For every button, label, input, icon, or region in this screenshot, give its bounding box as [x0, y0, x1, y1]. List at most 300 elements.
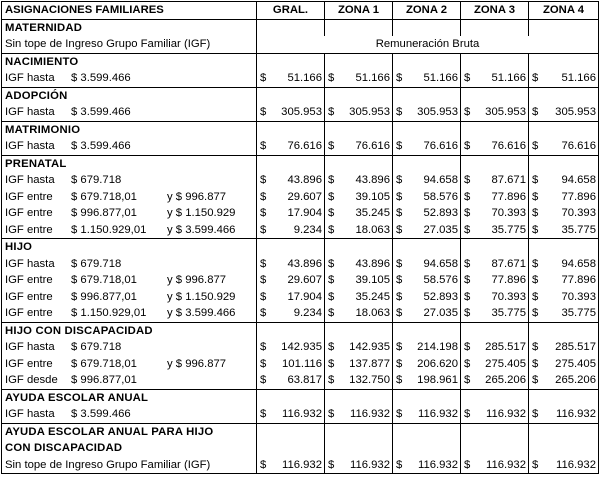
amount-cell: [325, 289, 393, 306]
currency-symbol: $: [328, 458, 335, 471]
empty-cell: [393, 53, 461, 70]
description-part: y $ 996.877: [167, 190, 227, 203]
amount-cell: [257, 205, 325, 222]
currency-symbol: $: [532, 257, 539, 270]
currency-symbol: $: [328, 106, 335, 118]
amount-value: 17.904: [287, 207, 322, 219]
amount-cell: [393, 104, 461, 121]
amount-value: 116.932: [418, 458, 458, 471]
currency-symbol: $: [328, 408, 335, 420]
amount-value: 17.904: [287, 290, 322, 303]
description-part: y $ 3.599.466: [167, 223, 236, 236]
amount-cell: [529, 189, 599, 206]
amount-cell: [393, 305, 461, 322]
currency-symbol: $: [328, 207, 335, 219]
empty-cell: [393, 322, 461, 339]
description-part: IGF hasta: [5, 408, 55, 420]
empty-cell: [325, 53, 393, 70]
amount-cell: [393, 189, 461, 206]
row-description: [2, 189, 257, 206]
empty-cell: [461, 389, 529, 406]
amount-value: 77.896: [491, 190, 526, 203]
description-part: $ 3.599.466: [71, 72, 131, 84]
section-title-row: [2, 322, 599, 339]
amount-cell: [325, 189, 393, 206]
empty-cell: [529, 19, 599, 36]
empty-cell: [461, 440, 529, 457]
currency-symbol: $: [532, 357, 539, 370]
amount-cell: [393, 172, 461, 189]
currency-symbol: $: [260, 290, 267, 303]
amount-value: 305.953: [281, 106, 322, 118]
row-description: [2, 138, 257, 155]
description-part: y $ 996.877: [167, 274, 227, 286]
amount-value: 137.877: [349, 357, 390, 370]
amount-cell: [257, 104, 325, 121]
amount-value: 43.896: [355, 174, 390, 186]
amount-value: 116.932: [486, 458, 526, 471]
empty-cell: [393, 19, 461, 36]
amount-cell: [461, 457, 529, 474]
currency-symbol: $: [396, 174, 403, 186]
description-part: IGF entre: [5, 223, 53, 236]
amount-value: 9.234: [293, 223, 322, 236]
section-title-row: [2, 53, 599, 70]
currency-symbol: $: [464, 307, 471, 319]
currency-symbol: $: [260, 357, 267, 370]
currency-symbol: $: [396, 374, 403, 386]
currency-symbol: $: [464, 140, 471, 152]
amount-value: 35.775: [561, 307, 596, 319]
row-description: [2, 406, 257, 423]
table-row: [2, 189, 599, 206]
amount-cell: [461, 339, 529, 356]
section-title: AYUDA ESCOLAR ANUAL: [2, 389, 257, 406]
description-part: $ 3.599.466: [71, 140, 131, 152]
amount-value: 18.063: [355, 307, 390, 319]
currency-symbol: $: [260, 341, 267, 353]
amount-value: 63.817: [287, 374, 322, 386]
description-part: $ 679.718: [71, 257, 122, 270]
section-title-row: [2, 239, 599, 256]
empty-cell: [461, 121, 529, 138]
currency-symbol: $: [328, 290, 335, 303]
currency-symbol: $: [260, 274, 267, 286]
empty-cell: [257, 155, 325, 172]
amount-value: 35.245: [355, 290, 390, 303]
amount-cell: [393, 256, 461, 273]
amount-cell: [393, 70, 461, 87]
empty-cell: [257, 19, 325, 36]
currency-symbol: $: [464, 290, 471, 303]
currency-symbol: $: [464, 341, 471, 353]
amount-value: 275.405: [555, 357, 596, 370]
amount-value: 101.116: [282, 357, 322, 370]
amount-value: 18.063: [355, 223, 390, 236]
description-part: $ 996.877,01: [71, 374, 137, 386]
allowances-sheet: [1, 1, 598, 477]
amount-cell: [257, 189, 325, 206]
amount-value: 198.961: [417, 374, 458, 386]
currency-symbol: $: [532, 290, 539, 303]
amount-value: 70.393: [491, 290, 526, 303]
amount-cell: [325, 256, 393, 273]
section-title: AYUDA ESCOLAR ANUAL PARA HIJO: [2, 423, 257, 440]
currency-symbol: $: [260, 374, 267, 386]
section-title: HIJO: [2, 239, 257, 256]
empty-cell: [529, 322, 599, 339]
currency-symbol: $: [260, 106, 267, 118]
section-title-row: [2, 87, 599, 104]
currency-symbol: $: [532, 140, 539, 152]
currency-symbol: $: [396, 257, 403, 270]
empty-cell: [529, 121, 599, 138]
amount-value: 116.932: [282, 458, 322, 471]
amount-cell: [529, 305, 599, 322]
table-row: [2, 356, 599, 373]
empty-cell: [325, 155, 393, 172]
empty-cell: [257, 53, 325, 70]
empty-cell: [529, 87, 599, 104]
table-row: [2, 138, 599, 155]
description-part: Sin tope de Ingreso Grupo Familiar (IGF): [5, 38, 211, 50]
amount-value: 76.616: [423, 140, 458, 152]
amount-cell: [393, 356, 461, 373]
section-title-row: [2, 389, 599, 406]
table-row: [2, 406, 599, 423]
amount-cell: [529, 406, 599, 423]
amount-value: 39.105: [355, 190, 390, 203]
currency-symbol: $: [328, 174, 335, 186]
section-title: HIJO CON DISCAPACIDAD: [2, 322, 257, 339]
currency-symbol: $: [464, 274, 471, 286]
amount-value: 305.953: [349, 106, 390, 118]
amount-value: 116.932: [418, 408, 458, 420]
currency-symbol: $: [532, 190, 539, 203]
description-part: $ 679.718: [71, 341, 122, 353]
amount-value: 206.620: [417, 357, 458, 370]
currency-symbol: $: [464, 374, 471, 386]
currency-symbol: $: [260, 207, 267, 219]
currency-symbol: $: [532, 274, 539, 286]
amount-cell: [461, 205, 529, 222]
amount-value: 142.935: [281, 341, 322, 353]
amount-cell: [325, 222, 393, 239]
amount-value: 43.896: [355, 257, 390, 270]
currency-symbol: $: [328, 357, 335, 370]
description-part: IGF hasta: [5, 257, 55, 270]
empty-cell: [393, 121, 461, 138]
empty-cell: [325, 440, 393, 457]
section-title: MATERNIDAD: [2, 19, 257, 36]
amount-cell: [393, 372, 461, 389]
amount-cell: [257, 222, 325, 239]
description-part: IGF entre: [5, 274, 53, 286]
currency-symbol: $: [532, 307, 539, 319]
row-description: [2, 339, 257, 356]
amount-cell: [529, 289, 599, 306]
table-row: [2, 256, 599, 273]
header-zona-2: ZONA 2: [393, 2, 461, 20]
amount-value: 29.607: [287, 190, 322, 203]
currency-symbol: $: [532, 374, 539, 386]
amount-cell: [325, 138, 393, 155]
amount-cell: [325, 272, 393, 289]
amount-value: 35.775: [561, 223, 596, 236]
amount-cell: [529, 256, 599, 273]
amount-cell: [325, 305, 393, 322]
amount-cell: [257, 70, 325, 87]
row-description: [2, 256, 257, 273]
currency-symbol: $: [260, 140, 267, 152]
amount-value: 132.750: [349, 374, 390, 386]
amount-cell: [257, 339, 325, 356]
section-title: NACIMIENTO: [2, 53, 257, 70]
amount-value: 58.576: [423, 274, 458, 286]
amount-value: 116.932: [350, 408, 390, 420]
amount-value: 9.234: [293, 307, 322, 319]
amount-value: 305.953: [417, 106, 458, 118]
empty-cell: [257, 389, 325, 406]
row-description: [2, 70, 257, 87]
row-note: Remuneración Bruta: [257, 36, 599, 53]
description-part: IGF hasta: [5, 341, 55, 353]
table-row: [2, 272, 599, 289]
amount-value: 39.105: [355, 274, 390, 286]
empty-cell: [393, 87, 461, 104]
table-row: [2, 104, 599, 121]
amount-cell: [529, 272, 599, 289]
currency-symbol: $: [396, 341, 403, 353]
currency-symbol: $: [396, 408, 403, 420]
amount-cell: [461, 356, 529, 373]
header-zona-4: ZONA 4: [529, 2, 599, 20]
amount-cell: [393, 205, 461, 222]
section-title-row: [2, 423, 599, 440]
amount-cell: [257, 172, 325, 189]
amount-value: 52.893: [423, 290, 458, 303]
currency-symbol: $: [328, 190, 335, 203]
currency-symbol: $: [396, 106, 403, 118]
amount-cell: [325, 406, 393, 423]
amount-value: 87.671: [491, 257, 526, 270]
amount-cell: [325, 172, 393, 189]
description-part: $ 679.718,01: [71, 190, 137, 203]
description-part: $ 3.599.466: [71, 408, 131, 420]
currency-symbol: $: [396, 357, 403, 370]
amount-value: 116.932: [486, 408, 526, 420]
description-part: $ 1.150.929,01: [71, 223, 147, 236]
empty-cell: [461, 87, 529, 104]
table-body: [2, 19, 599, 474]
empty-cell: [257, 87, 325, 104]
currency-symbol: $: [260, 408, 267, 420]
amount-value: 70.393: [491, 207, 526, 219]
currency-symbol: $: [396, 207, 403, 219]
amount-cell: [529, 70, 599, 87]
currency-symbol: $: [532, 458, 539, 471]
currency-symbol: $: [396, 190, 403, 203]
amount-value: 76.616: [561, 140, 596, 152]
table-row: [2, 36, 599, 53]
amount-value: 58.576: [423, 190, 458, 203]
empty-cell: [529, 53, 599, 70]
amount-value: 305.953: [555, 106, 596, 118]
amount-value: 70.393: [561, 207, 596, 219]
amount-cell: [257, 457, 325, 474]
amount-cell: [529, 339, 599, 356]
amount-value: 94.658: [423, 257, 458, 270]
currency-symbol: $: [464, 174, 471, 186]
currency-symbol: $: [260, 458, 267, 471]
currency-symbol: $: [328, 72, 335, 84]
amount-cell: [529, 372, 599, 389]
table-row: [2, 339, 599, 356]
row-description: [2, 372, 257, 389]
table-row: [2, 289, 599, 306]
table-row: [2, 70, 599, 87]
currency-symbol: $: [532, 72, 539, 84]
empty-cell: [325, 239, 393, 256]
amount-value: 43.896: [287, 257, 322, 270]
amount-value: 214.198: [417, 341, 458, 353]
description-part: IGF entre: [5, 190, 53, 203]
empty-cell: [461, 155, 529, 172]
table-row: [2, 305, 599, 322]
amount-cell: [257, 272, 325, 289]
amount-value: 43.896: [287, 174, 322, 186]
amount-value: 116.932: [282, 408, 322, 420]
empty-cell: [325, 389, 393, 406]
table-row: [2, 457, 599, 474]
amount-cell: [257, 372, 325, 389]
amount-value: 27.035: [423, 223, 458, 236]
amount-cell: [325, 356, 393, 373]
row-description: [2, 356, 257, 373]
amount-value: 77.896: [561, 274, 596, 286]
description-part: $ 3.599.466: [71, 106, 131, 118]
amount-value: 94.658: [561, 174, 596, 186]
table-row: [2, 172, 599, 189]
currency-symbol: $: [532, 341, 539, 353]
currency-symbol: $: [396, 274, 403, 286]
amount-cell: [257, 256, 325, 273]
amount-value: 27.035: [423, 307, 458, 319]
header-row: [2, 2, 599, 20]
amount-value: 265.206: [555, 374, 596, 386]
header-zona-1: ZONA 1: [325, 2, 393, 20]
empty-cell: [461, 423, 529, 440]
description-part: Sin tope de Ingreso Grupo Familiar (IGF): [5, 458, 211, 471]
empty-cell: [257, 440, 325, 457]
section-title: ADOPCIÓN: [2, 87, 257, 104]
amount-cell: [257, 289, 325, 306]
empty-cell: [461, 19, 529, 36]
amount-value: 35.775: [491, 223, 526, 236]
amount-value: 94.658: [423, 174, 458, 186]
currency-symbol: $: [328, 307, 335, 319]
amount-value: 51.166: [491, 72, 526, 84]
amount-cell: [461, 138, 529, 155]
amount-cell: [325, 372, 393, 389]
amount-cell: [393, 222, 461, 239]
amount-value: 52.893: [423, 207, 458, 219]
empty-cell: [393, 239, 461, 256]
currency-symbol: $: [532, 174, 539, 186]
amount-cell: [529, 172, 599, 189]
amount-value: 285.517: [485, 341, 526, 353]
currency-symbol: $: [396, 307, 403, 319]
empty-cell: [529, 155, 599, 172]
currency-symbol: $: [260, 307, 267, 319]
currency-symbol: $: [464, 106, 471, 118]
currency-symbol: $: [464, 257, 471, 270]
row-description: [2, 305, 257, 322]
amount-value: 51.166: [423, 72, 458, 84]
amount-cell: [257, 305, 325, 322]
amount-cell: [393, 138, 461, 155]
description-part: IGF hasta: [5, 140, 55, 152]
section-title-row: [2, 121, 599, 138]
row-description: [2, 457, 257, 474]
row-description: [2, 104, 257, 121]
table-row: [2, 372, 599, 389]
amount-value: 116.932: [556, 408, 596, 420]
currency-symbol: $: [328, 341, 335, 353]
empty-cell: [529, 239, 599, 256]
amount-cell: [461, 406, 529, 423]
empty-cell: [257, 239, 325, 256]
row-description: [2, 222, 257, 239]
amount-value: 275.405: [485, 357, 526, 370]
description-part: $ 1.150.929,01: [71, 307, 147, 319]
header-gral: GRAL.: [257, 2, 325, 20]
amount-cell: [461, 222, 529, 239]
section-title: CON DISCAPACIDAD: [2, 440, 257, 457]
amount-value: 76.616: [355, 140, 390, 152]
description-part: $ 679.718,01: [71, 357, 137, 370]
currency-symbol: $: [464, 207, 471, 219]
amount-cell: [529, 138, 599, 155]
amount-cell: [461, 372, 529, 389]
empty-cell: [393, 423, 461, 440]
section-title: PRENATAL: [2, 155, 257, 172]
description-part: $ 996.877,01: [71, 207, 137, 219]
description-part: $ 679.718: [71, 174, 122, 186]
empty-cell: [257, 322, 325, 339]
allowances-table: [1, 1, 599, 474]
currency-symbol: $: [396, 72, 403, 84]
amount-value: 35.775: [491, 307, 526, 319]
description-part: IGF hasta: [5, 106, 55, 118]
currency-symbol: $: [260, 174, 267, 186]
amount-value: 29.607: [287, 274, 322, 286]
amount-cell: [461, 104, 529, 121]
amount-value: 77.896: [561, 190, 596, 203]
amount-value: 94.658: [561, 257, 596, 270]
amount-value: 116.932: [556, 458, 596, 471]
amount-value: 70.393: [561, 290, 596, 303]
amount-cell: [393, 272, 461, 289]
currency-symbol: $: [464, 72, 471, 84]
amount-cell: [461, 70, 529, 87]
currency-symbol: $: [328, 223, 335, 236]
header-title: ASIGNACIONES FAMILIARES: [2, 2, 257, 20]
currency-symbol: $: [532, 106, 539, 118]
amount-cell: [393, 289, 461, 306]
empty-cell: [257, 121, 325, 138]
row-description: [2, 36, 257, 53]
